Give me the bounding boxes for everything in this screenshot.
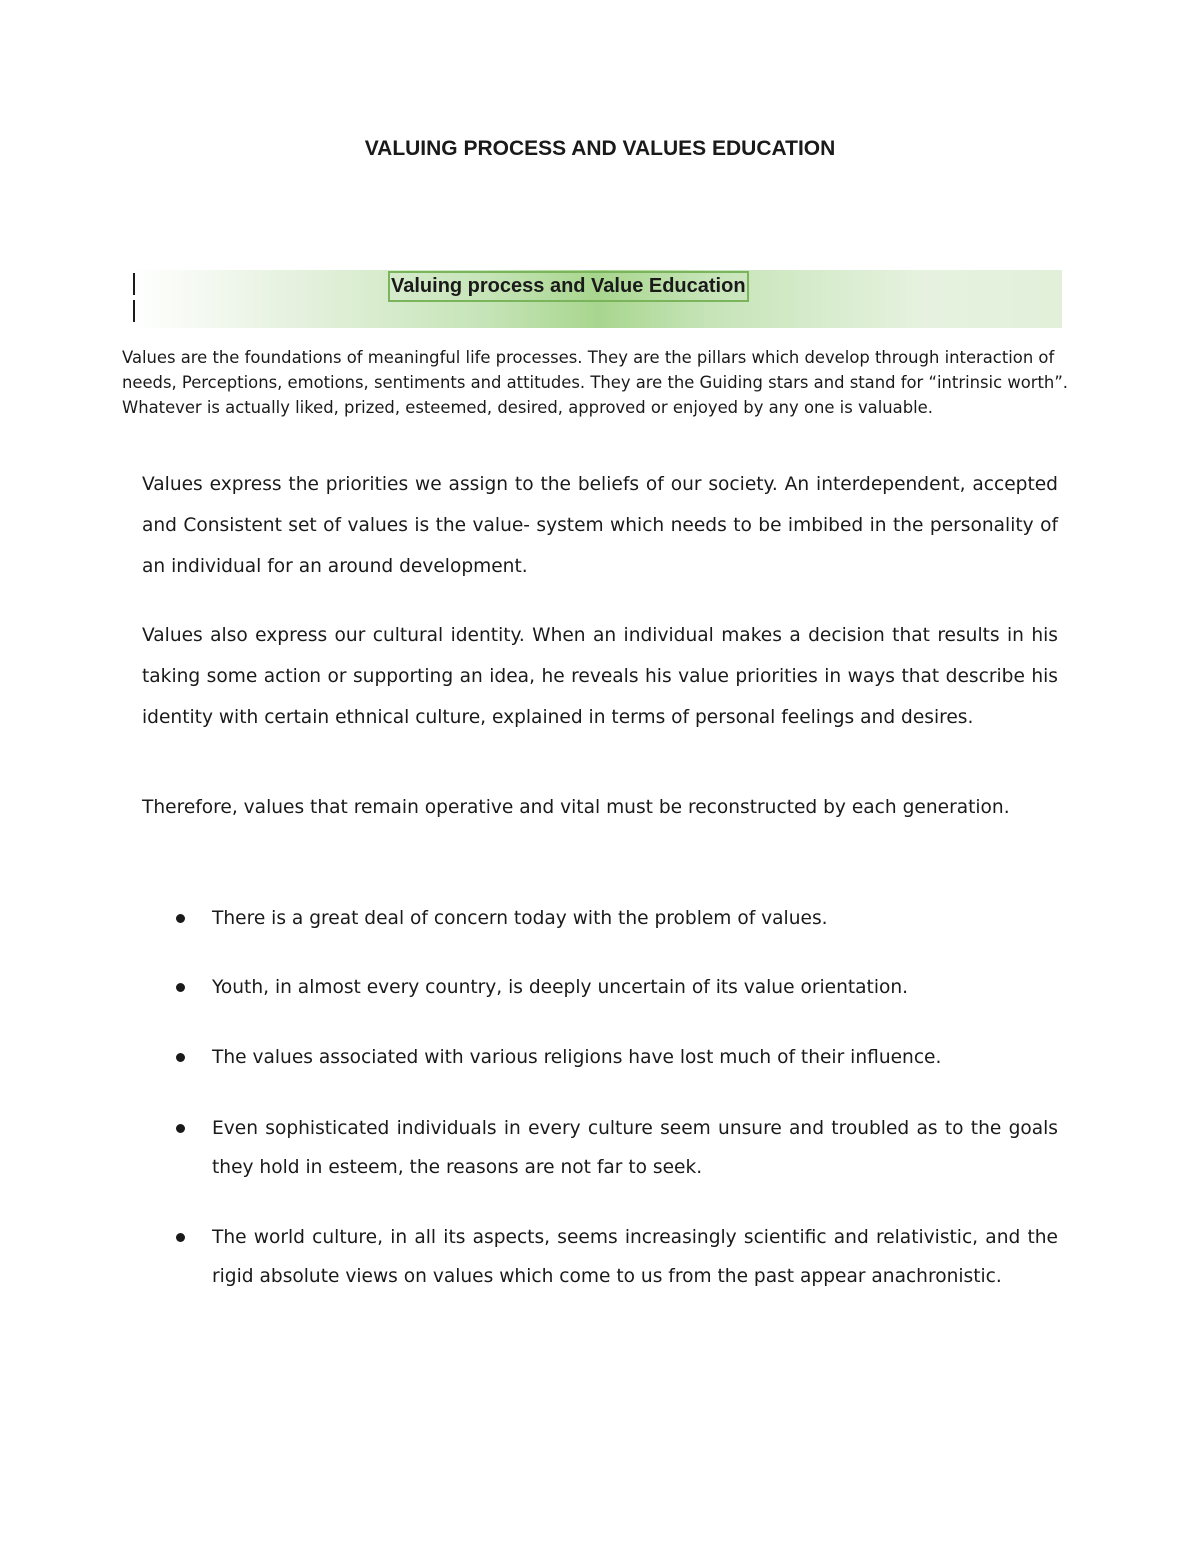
bullet-icon [176,914,185,923]
cursor-bar [133,273,135,295]
bullet-icon [176,1124,185,1133]
bullet-icon [176,983,185,992]
list-item-text: Even sophisticated individuals in every culture seem unsure and troubled as to the goals they hold in esteem, the reasons are not far to seek. [212,1118,1058,1178]
body-paragraph: Values also express our cultural identity. When an individual makes a decision that results in his taking some action or supporting an idea, he reveals his value priorities in ways that describe his identity with certain ethnical culture, explained in terms of personal feelings and desires. [142,625,1058,728]
list-item-text: The world culture, in all its aspects, seems increasingly scientific and relativistic, and the rigid absolute views on values which come to us from the past appear anachronistic. [212,1227,1058,1287]
body-paragraph: Therefore, values that remain operative and vital must be reconstructed by each generation. [142,797,1010,818]
bullet-icon [176,1053,185,1062]
page-title: VALUING PROCESS AND VALUES EDUCATION [364,137,836,160]
bullet-icon [176,1233,185,1242]
list-item-text: Youth, in almost every country, is deeply uncertain of its value orientation. [212,977,909,998]
intro-paragraph: Values are the foundations of meaningful life processes. They are the pillars which develop through interaction of needs, Perceptions, emotions, sentiments and attitudes. They are the Guiding stars and stand for “intrinsic worth”. Whatever is actually liked, prized, esteemed, desired, approved or enjoyed by any one is valuable. [122,348,1069,417]
list-item-text: There is a great deal of concern today with the problem of values. [212,908,828,929]
section-banner [133,270,1062,328]
section-heading[interactable]: Valuing process and Value Education [388,271,749,302]
list-item-text: The values associated with various religions have lost much of their influence. [212,1047,942,1068]
cursor-bar [133,300,135,322]
body-paragraph: Values express the priorities we assign to the beliefs of our society. An interdependent, accepted and Consistent set of values is the value- system which needs to be imbibed in the personality of an individual for an around development. [142,474,1058,577]
